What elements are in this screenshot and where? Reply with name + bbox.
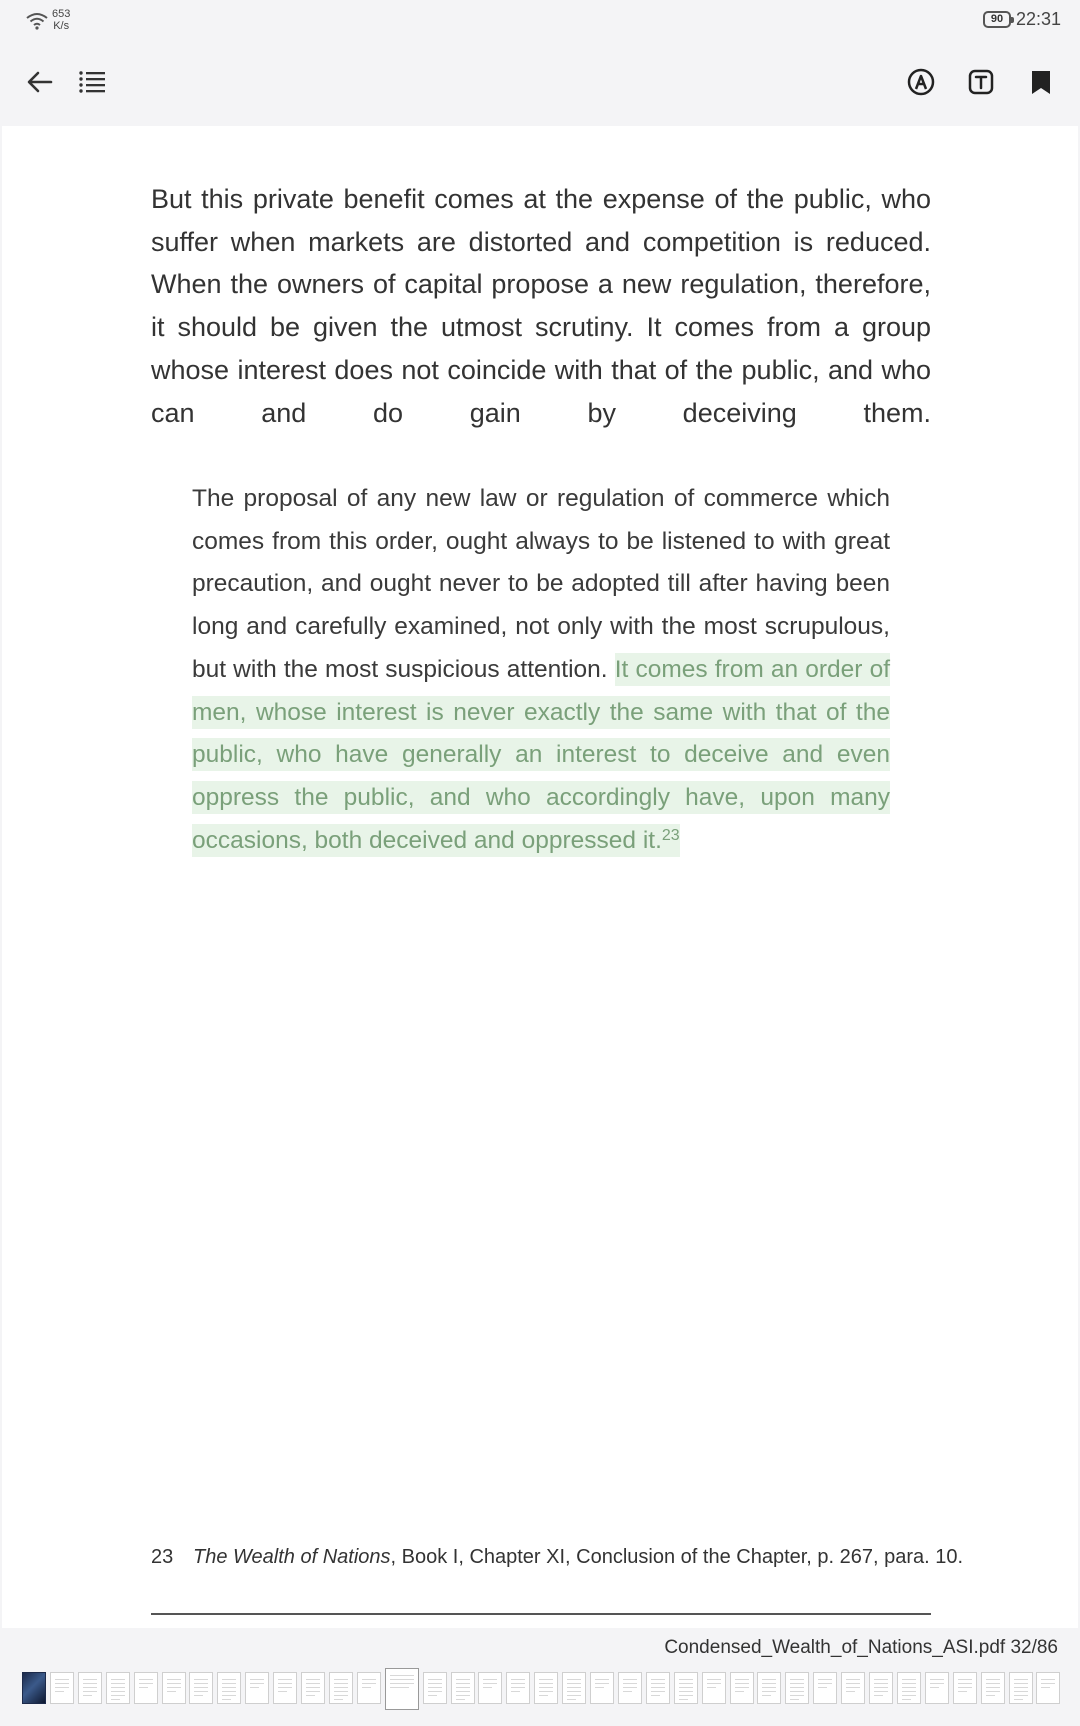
- network-speed-unit: K/s: [53, 20, 70, 32]
- body-paragraph: But this private benefit comes at the expense of the public, who suffer when markets are distorted and competition is reduced. When the owners of capital propose a new regulation, therefore, it should be given the utmost scrutiny. It comes from a group whose interest does not coincide with that of the public, and who can and do gain by deceiving them.: [151, 184, 931, 428]
- page-thumbnail[interactable]: [506, 1672, 530, 1704]
- page-thumbnail[interactable]: [329, 1672, 353, 1704]
- page-thumbnail[interactable]: [562, 1672, 586, 1704]
- wifi-icon: [26, 12, 48, 30]
- bookmark-icon: [1026, 67, 1056, 97]
- footnote-divider: [151, 1613, 931, 1615]
- table-of-contents-icon: [77, 67, 107, 97]
- highlighted-quote-text: It comes from an order of men, whose interest is never exactly the same with that of the public, who have generally an interest to deceive and even oppress the public, and who accordingly have, upon many occasions, both deceived and oppressed it.: [192, 655, 890, 854]
- page-thumbnail[interactable]: [50, 1672, 74, 1704]
- page-indicator: 32/86: [1010, 1637, 1058, 1658]
- page-thumbnail[interactable]: [981, 1672, 1005, 1704]
- document-page[interactable]: [2, 126, 1078, 1628]
- page-thumbnail[interactable]: [1009, 1672, 1033, 1704]
- page-thumbnail[interactable]: [22, 1672, 46, 1704]
- status-time: 22:31: [1016, 9, 1062, 29]
- document-filename: Condensed_Wealth_of_Nations_ASI.pdf: [664, 1637, 1006, 1658]
- annotate-button[interactable]: [899, 60, 943, 104]
- page-thumbnail-current[interactable]: [385, 1668, 419, 1710]
- network-speed-value: 653: [52, 8, 71, 20]
- bookmark-button[interactable]: [1019, 60, 1063, 104]
- page-thumbnail[interactable]: [217, 1672, 241, 1704]
- page-thumbnail[interactable]: [813, 1672, 837, 1704]
- page-thumbnail[interactable]: [189, 1672, 213, 1704]
- page-thumbnail[interactable]: [423, 1672, 447, 1704]
- battery-indicator: 90: [983, 11, 1011, 28]
- page-thumbnail[interactable]: [78, 1672, 102, 1704]
- text-mode-button[interactable]: [959, 60, 1003, 104]
- page-thumbnail[interactable]: [674, 1672, 698, 1704]
- footnote: [151, 1546, 964, 1569]
- page-thumbnail[interactable]: [478, 1672, 502, 1704]
- page-thumbnail-strip[interactable]: [22, 1668, 1058, 1714]
- quote-text: The proposal of any new law or regulation of commerce which comes from this order, ought always to be listened to with great precaution, and ought never to be adopted till after having been long and carefully examined, not only with the most scrupulous, but with the most suspicious attention.: [192, 485, 890, 683]
- back-button[interactable]: [18, 60, 62, 104]
- footnote-number: 23: [151, 1546, 174, 1568]
- page-thumbnail[interactable]: [925, 1672, 949, 1704]
- back-arrow-icon: [25, 67, 55, 97]
- page-thumbnail[interactable]: [618, 1672, 642, 1704]
- network-speed: [52, 8, 70, 32]
- page-thumbnail[interactable]: [646, 1672, 670, 1704]
- pen-annotate-icon: [906, 67, 936, 97]
- block-quote: [192, 478, 890, 862]
- page-thumbnail[interactable]: [1036, 1672, 1060, 1704]
- page-thumbnail[interactable]: [162, 1672, 186, 1704]
- table-of-contents-button[interactable]: [70, 60, 114, 104]
- status-bar: [0, 0, 1080, 42]
- page-thumbnail[interactable]: [757, 1672, 781, 1704]
- page-thumbnail[interactable]: [451, 1672, 475, 1704]
- page-thumbnail[interactable]: [702, 1672, 726, 1704]
- text-mode-icon: [966, 67, 996, 97]
- document-info: [664, 1637, 1058, 1659]
- page-thumbnail[interactable]: [730, 1672, 754, 1704]
- reader-toolbar: [0, 50, 1080, 114]
- footnote-reference[interactable]: 23: [661, 826, 680, 844]
- page-thumbnail[interactable]: [590, 1672, 614, 1704]
- page-thumbnail[interactable]: [869, 1672, 893, 1704]
- page-thumbnail[interactable]: [301, 1672, 325, 1704]
- footnote-book-title: The Wealth of Nations: [193, 1546, 391, 1568]
- page-thumbnail[interactable]: [897, 1672, 921, 1704]
- page-thumbnail[interactable]: [357, 1672, 381, 1704]
- page-thumbnail[interactable]: [134, 1672, 158, 1704]
- footnote-text: , Book I, Chapter XI, Conclusion of the Chapter, p. 267, para. 10.: [390, 1546, 964, 1568]
- page-thumbnail[interactable]: [106, 1672, 130, 1704]
- page-thumbnail[interactable]: [273, 1672, 297, 1704]
- page-thumbnail[interactable]: [245, 1672, 269, 1704]
- page-thumbnail[interactable]: [841, 1672, 865, 1704]
- page-thumbnail[interactable]: [534, 1672, 558, 1704]
- page-thumbnail[interactable]: [953, 1672, 977, 1704]
- page-thumbnail[interactable]: [785, 1672, 809, 1704]
- highlighted-quote[interactable]: [192, 653, 890, 857]
